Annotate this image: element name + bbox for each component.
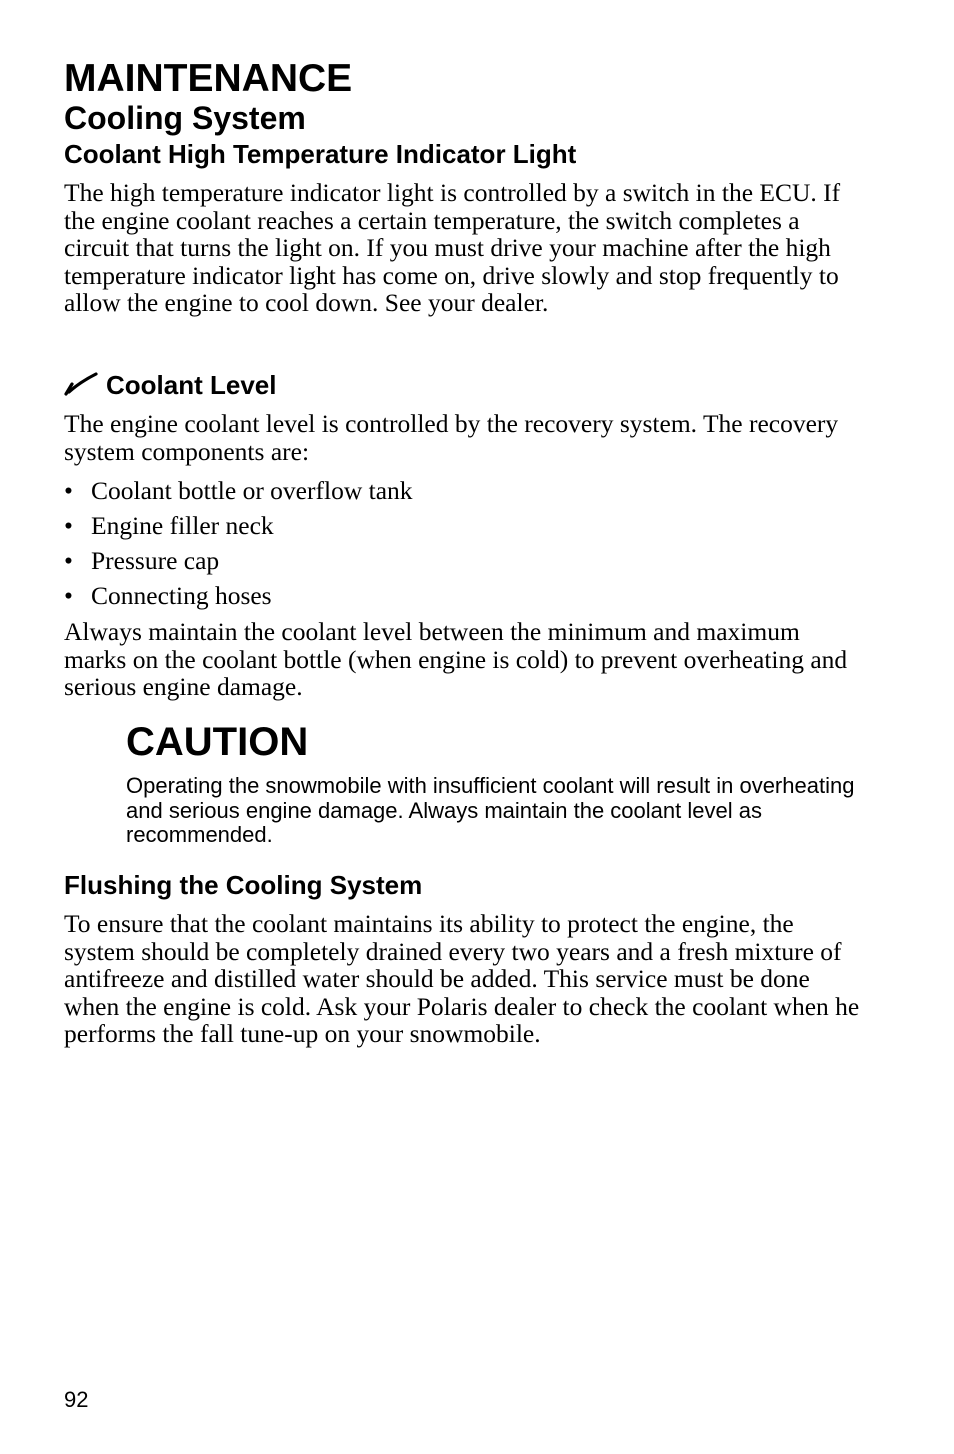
list-item-text: Pressure cap	[91, 546, 220, 575]
indicator-light-paragraph: The high temperature indicator light is controlled by a switch in the ECU. If the engine coolant reaches a certain temperature, the switch completes a circuit that turns the light on. If you must drive your machine after the high temperature indicator light has come on, drive slowly and stop frequently to allow the engine to cool down. See your dealer.	[64, 178, 841, 317]
coolant-level-heading-label: Coolant Level	[106, 370, 277, 400]
bullet-icon: •	[64, 476, 73, 505]
chapter-title: MAINTENANCE	[64, 57, 353, 100]
caution-text: Operating the snowmobile with insufficient coolant will result in overheating and serious engine damage. Always maintain the coolant level as recommended.	[126, 773, 855, 847]
bullet-icon: •	[64, 581, 73, 610]
indicator-light-heading: Coolant High Temperature Indicator Light	[64, 139, 577, 169]
list-item-text: Engine filler neck	[91, 511, 274, 540]
checkmark-icon	[64, 372, 98, 396]
list-item	[64, 511, 413, 546]
recovery-components-list	[64, 476, 413, 616]
section-title: Cooling System	[64, 100, 306, 136]
page-number: 92	[64, 1387, 89, 1412]
flushing-heading: Flushing the Cooling System	[64, 870, 423, 900]
list-item	[64, 581, 413, 616]
coolant-level-intro: The engine coolant level is controlled by the recovery system. The recovery system components are:	[64, 409, 839, 466]
list-item	[64, 476, 413, 511]
list-item-text: Connecting hoses	[91, 581, 272, 610]
list-item-text: Coolant bottle or overflow tank	[91, 476, 413, 505]
bullet-icon: •	[64, 546, 73, 575]
list-item	[64, 546, 413, 581]
bullet-icon: •	[64, 511, 73, 540]
coolant-level-outro: Always maintain the coolant level between the minimum and maximum marks on the coolant bottle (when engine is cold) to prevent overheating and serious engine damage.	[64, 617, 848, 701]
flushing-paragraph: To ensure that the coolant maintains its ability to protect the engine, the system should be completely drained every two years and a fresh mixture of antifreeze and distilled water should be added. This service must be done when the engine is cold. Ask your Polaris dealer to check the coolant when he performs the fall tune-up on your snowmobile.	[64, 909, 860, 1048]
coolant-level-heading	[64, 369, 276, 401]
caution-title: CAUTION	[126, 720, 309, 764]
